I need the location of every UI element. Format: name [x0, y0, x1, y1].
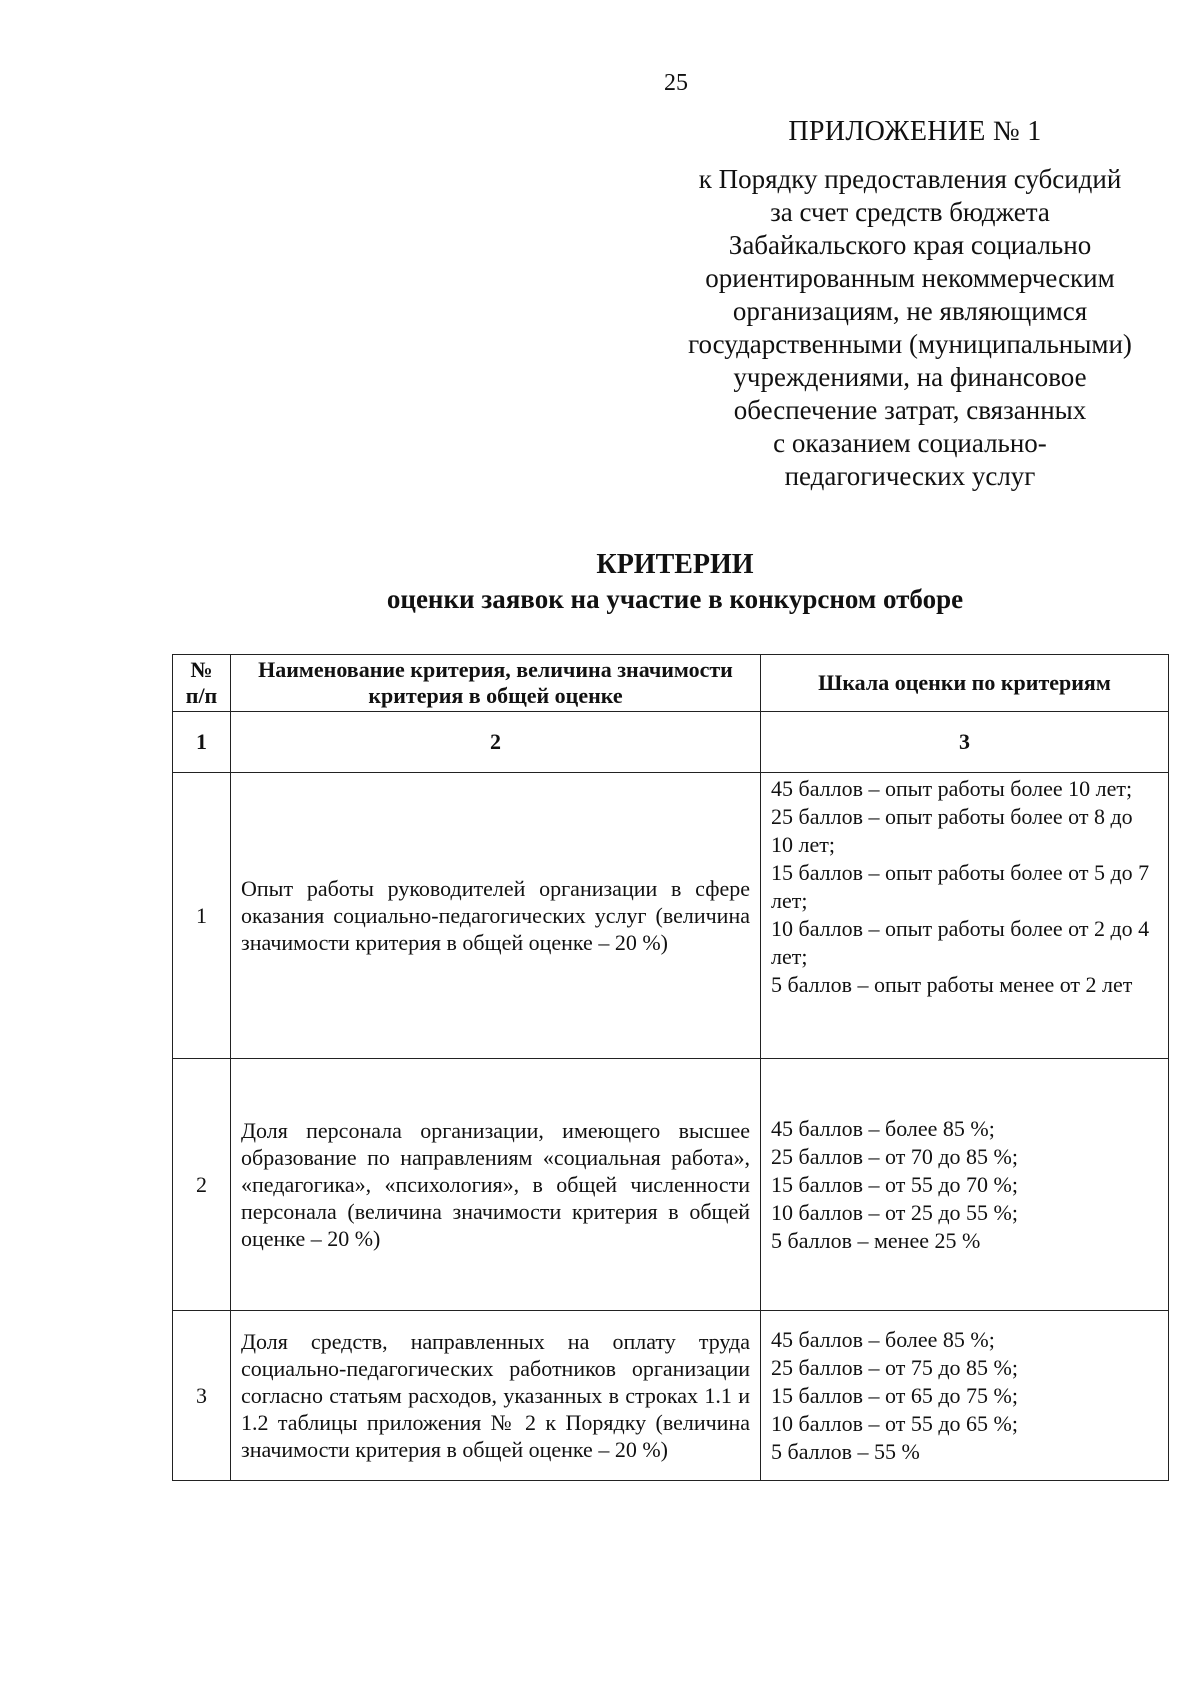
scale-item: 45 баллов – более 85 %;: [771, 1326, 995, 1352]
criterion-name: Доля персонала организации, имеющего высшее образование по направлениям «социальная работа», «педагогика», «психология», в общей численности персонала (величина значимости критерия в общей оценке – 20 %): [231, 1059, 761, 1311]
scale-item: 45 баллов – опыт работы более 10 лет;: [771, 776, 1133, 801]
table-row: [173, 1059, 1169, 1311]
scale-item: 10 баллов – от 55 до 65 %;: [771, 1410, 1018, 1436]
criterion-scale: [761, 1311, 1169, 1481]
scale-item: 25 баллов – от 70 до 85 %;: [771, 1143, 1018, 1169]
appendix-description: [660, 163, 1160, 493]
criterion-name: Доля средств, направленных на оплату труда социально-педагогических работников организации согласно статьям расходов, указанных в строках 1.1 и 1.2 таблицы приложения № 2 к Порядку (величина значимости критерия в общей оценке – 20 %): [231, 1311, 761, 1481]
criterion-scale: [761, 773, 1169, 1059]
appendix-line: организациям, не являющимся: [732, 296, 1088, 326]
table-row: [173, 1311, 1169, 1481]
document-title: КРИТЕРИИ: [596, 549, 754, 580]
header-scale: Шкала оценки по критериям: [761, 655, 1169, 712]
scale-item: 15 баллов – от 65 до 75 %;: [771, 1382, 1018, 1408]
scale-item: 45 баллов – более 85 %;: [771, 1115, 995, 1141]
column-number: 1: [173, 712, 231, 773]
appendix-line: к Порядку предоставления субсидий: [698, 164, 1122, 194]
scale-item: 15 баллов – опыт работы более от 5 до 7 лет;: [771, 860, 1150, 913]
criterion-name: Опыт работы руководителей организации в сфере оказания социально-педагогических услуг (величина значимости критерия в общей оценке – 20 %): [231, 773, 761, 1059]
scale-item: 10 баллов – опыт работы более от 2 до 4 лет;: [771, 916, 1150, 969]
column-number: 2: [231, 712, 761, 773]
scale-item: 15 баллов – от 55 до 70 %;: [771, 1171, 1018, 1197]
document-subtitle: оценки заявок на участие в конкурсном отборе: [386, 584, 964, 614]
scale-item: 5 баллов – 55 %: [771, 1438, 920, 1464]
page-number: 25: [664, 70, 688, 96]
scale-item: 5 баллов – менее 25 %: [771, 1227, 981, 1253]
row-number: 1: [173, 773, 231, 1059]
table-column-numbers-row: [173, 712, 1169, 773]
appendix-line: государственными (муниципальными): [688, 329, 1132, 359]
appendix-line: с оказанием социально-: [773, 428, 1047, 458]
table-row: [173, 773, 1169, 1059]
row-number: 3: [173, 1311, 231, 1481]
appendix-line: учреждениями, на финансовое: [733, 362, 1087, 392]
header-criterion: Наименование критерия, величина значимости критерия в общей оценке: [231, 655, 761, 712]
column-number: 3: [761, 712, 1169, 773]
scale-item: 25 баллов – опыт работы более от 8 до 10 лет;: [771, 804, 1133, 857]
scale-item: 5 баллов – опыт работы менее от 2 лет: [771, 972, 1133, 997]
header-number: № п/п: [173, 655, 231, 712]
scale-item: 10 баллов – от 25 до 55 %;: [771, 1199, 1018, 1225]
appendix-title: ПРИЛОЖЕНИЕ № 1: [788, 116, 1042, 147]
appendix-line: педагогических услуг: [784, 461, 1036, 491]
criterion-scale: [761, 1059, 1169, 1311]
appendix-line: за счет средств бюджета: [770, 197, 1050, 227]
criteria-table: [172, 654, 1169, 1481]
appendix-line: ориентированным некоммерческим: [705, 263, 1115, 293]
table-header-row: [173, 655, 1169, 712]
scale-item: 25 баллов – от 75 до 85 %;: [771, 1354, 1018, 1380]
appendix-line: Забайкальского края социально: [728, 230, 1092, 260]
appendix-line: обеспечение затрат, связанных: [733, 395, 1087, 425]
row-number: 2: [173, 1059, 231, 1311]
